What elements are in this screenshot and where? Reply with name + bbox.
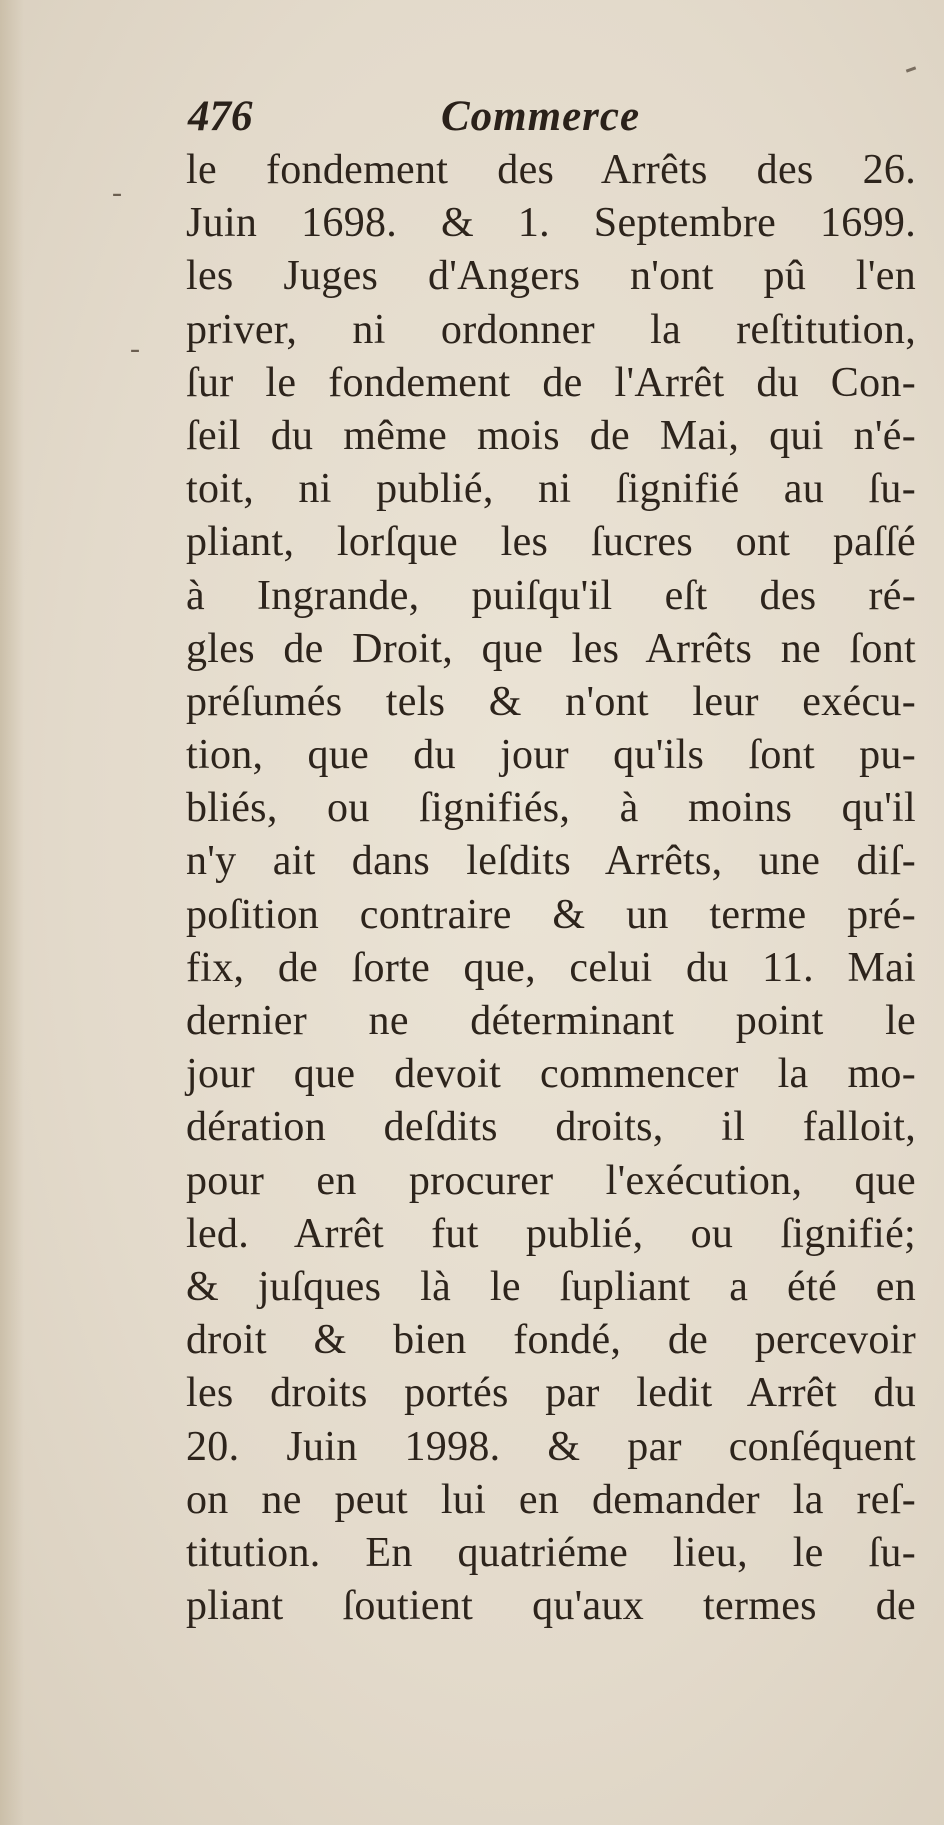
page-header bbox=[188, 92, 888, 152]
text-line: les Juges d'Angers n'ont pû l'en bbox=[186, 253, 916, 300]
text-line: titution. En quatriéme lieu, le ſu- bbox=[186, 1529, 916, 1576]
text-line: gles de Droit, que les Arrêts ne ſont bbox=[186, 625, 916, 672]
text-line: bliés, ou ſignifiés, à moins qu'il bbox=[186, 785, 916, 832]
text-line: poſition contraire & un terme pré- bbox=[186, 891, 916, 938]
text-line: on ne peut lui en demander la reſ- bbox=[186, 1476, 916, 1523]
text-line: fix, de ſorte que, celui du 11. Mai bbox=[186, 944, 916, 991]
text-line: ſur le fondement de l'Arrêt du Con- bbox=[186, 359, 916, 406]
text-line: pour en procurer l'exécution, que bbox=[186, 1157, 916, 1204]
margin-mark: - bbox=[130, 332, 140, 365]
text-line: droit & bien fondé, de percevoir bbox=[186, 1317, 916, 1364]
text-line: pliant ſoutient qu'aux termes de bbox=[186, 1583, 916, 1630]
text-line: tion, que du jour qu'ils ſont pu- bbox=[186, 732, 916, 779]
text-line: n'y ait dans leſdits Arrêts, une diſ- bbox=[186, 838, 916, 885]
body-text bbox=[186, 144, 916, 1633]
text-line: & juſques là le ſupliant a été en bbox=[186, 1263, 916, 1310]
page-edge-shadow bbox=[0, 0, 24, 1825]
text-line: à Ingrande, puiſqu'il eſt des ré- bbox=[186, 572, 916, 619]
text-line: ſeil du même mois de Mai, qui n'é- bbox=[186, 412, 916, 459]
text-line: Juin 1698. & 1. Septembre 1699. bbox=[186, 200, 916, 247]
text-line: led. Arrêt fut publié, ou ſignifié; bbox=[186, 1210, 916, 1257]
text-line: dération deſdits droits, il falloit, bbox=[186, 1104, 916, 1151]
text-line: jour que devoit commencer la mo- bbox=[186, 1051, 916, 1098]
text-line: les droits portés par ledit Arrêt du bbox=[186, 1370, 916, 1417]
text-line: pliant, lorſque les ſucres ont paſſé bbox=[186, 519, 916, 566]
margin-mark: - bbox=[112, 176, 122, 209]
text-line: préſumés tels & n'ont leur exécu- bbox=[186, 678, 916, 725]
text-line: 20. Juin 1998. & par conſéquent bbox=[186, 1423, 916, 1470]
running-head: Commerce bbox=[441, 93, 641, 140]
page-number: 476 bbox=[188, 93, 253, 140]
text-line: dernier ne déterminant point le bbox=[186, 998, 916, 1044]
text-line: priver, ni ordonner la reſtitution, bbox=[186, 306, 916, 353]
text-line: le fondement des Arrêts des 26. bbox=[186, 147, 916, 193]
ink-speck bbox=[906, 66, 916, 72]
text-line: toit, ni publié, ni ſignifié au ſu- bbox=[186, 466, 916, 513]
